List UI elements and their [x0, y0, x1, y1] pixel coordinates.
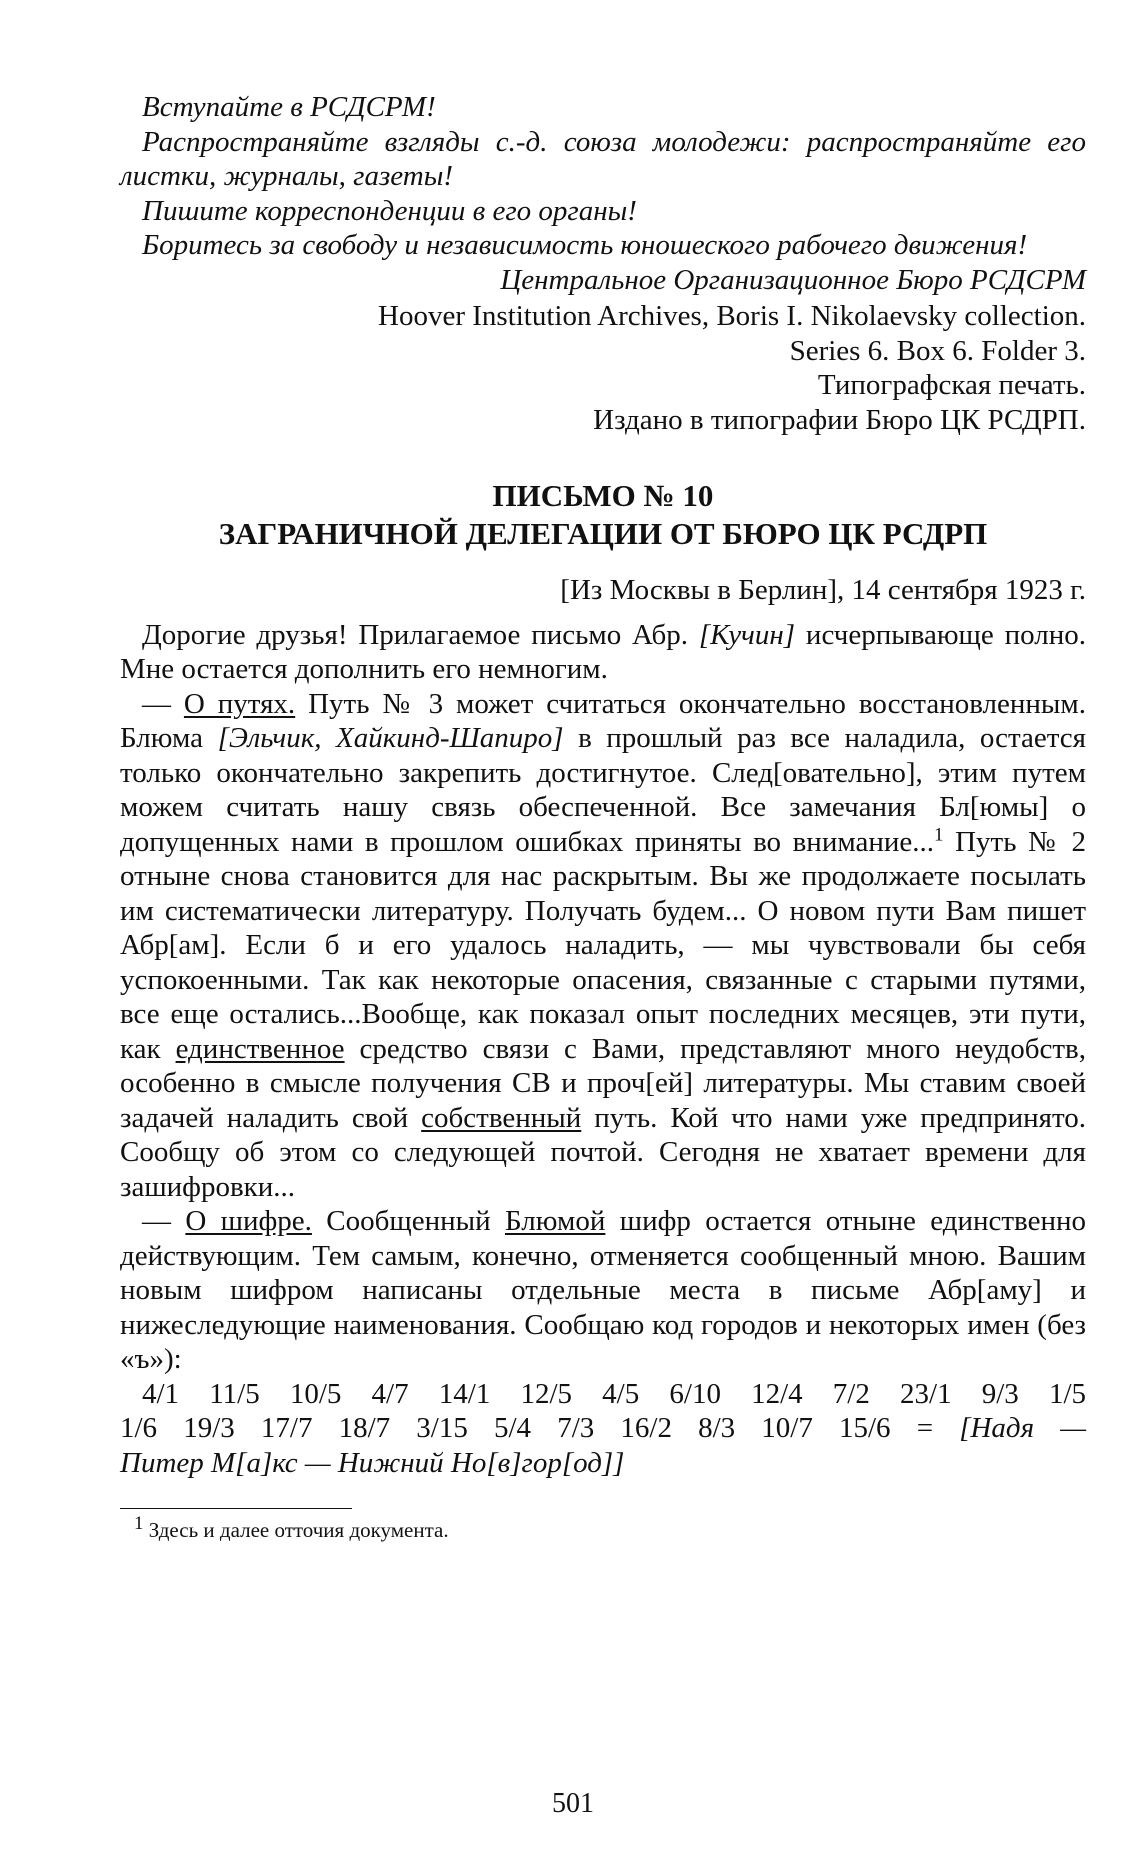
p3-dash: —: [142, 1205, 186, 1237]
letter-heading: [120, 477, 1086, 553]
source-line-2: Series 6. Box 6. Folder 3.: [789, 334, 1086, 367]
p2-underlined-1: единственное: [175, 1032, 345, 1065]
p3-text-c: шифр остается отныне единственно действующим. Тем самым, конечно, отменяется сообщенный мною. Вашим новым шифром написаны отдельные места в письме Абр[аму] и нижеследующие наименования. Сообщаю код городов и некоторых имен (без «ъ»):: [120, 1205, 1086, 1375]
source-line-3: Типографская печать.: [817, 369, 1086, 401]
code-line-3: Питер М[а]кс — Нижний Но[в]гор[од]]: [120, 1446, 625, 1479]
appeal-signature: Центральное Организационное Бюро РСДСРМ: [500, 263, 1086, 296]
p3-topic: О шифре.: [185, 1205, 312, 1237]
code-line-2: [120, 1411, 1086, 1446]
footnote: [120, 1513, 1086, 1543]
p2-text-a: Путь № 3 может считаться окончательно восстановленным. Блюма: [120, 687, 1087, 754]
appeal-line-2: Распространяйте взгляды с.-д. союза молодежи: распространяйте его листки, журналы, газеты!: [120, 125, 1086, 192]
p2-text-d: Путь № 2 отныне снова становится для нас раскрытым. Вы же продолжаете посылать им систематически литературу. Получать будем... О новом пути Вам пишет Абр[ам]. Если б и его удалось наладить, — мы чувствовали бы себя успокоенными. Так как некоторые опасения, связанные с старыми путями, все еще остались...Вообще, как показал опыт последних месяцев, эти пути, как: [120, 825, 1086, 1065]
source-line-4: Издано в типографии Бюро ЦК РСДРП.: [593, 403, 1086, 436]
appeal-line-4: Боритесь за свободу и независимость юношеского рабочего движения!: [142, 229, 1028, 261]
code-line-1: 4/1 11/5 10/5 4/7 14/1 12/5 4/5 6/10 12/4 7/2 23/1 9/3 1/5: [142, 1377, 1086, 1410]
p2-topic: О путях.: [183, 687, 296, 720]
source-line-1: Hoover Institution Archives, Boris I. Nikolaevsky collection.: [378, 300, 1086, 332]
appeal-line-3: Пишите корреспонденции в его органы!: [142, 194, 637, 227]
letter-body: [120, 618, 1086, 1481]
p2-text-h: путь. Кой что нами уже предпринято. Сообщу об этом со следующей почтой. Сегодня не хватает времени для зашифровки...: [120, 1101, 1086, 1203]
page-number: 501: [552, 1788, 594, 1819]
footnote-divider: [120, 1508, 352, 1509]
p2-text-c: в прошлый раз все наладила, остается только окончательно закрепить достигнутое. След[овательно], этим путем можем считать нашу связь обеспеченной. Все замечания Бл[юмы] о допущенных нами в прошлом ошибках приняты во внимание...: [120, 722, 1086, 858]
p1-text-c: исчерпывающе полно. Мне остается дополнить его немногим.: [120, 618, 1086, 685]
p2-editor-note: [Эльчик, Хайкинд-Шапиро]: [217, 722, 564, 754]
p1-text-a: Дорогие друзья! Прилагаемое письмо Абр.: [142, 618, 699, 651]
footnote-ref: 1: [934, 823, 944, 845]
cipher-code-block: [120, 1377, 1086, 1481]
paragraph-routes: [120, 687, 1086, 1205]
appeal-block: [120, 90, 1086, 297]
p2-dash: —: [142, 687, 184, 720]
footnote-number: 1: [134, 1513, 144, 1534]
appeal-line-1: Вступайте в РСДСРМ!: [142, 91, 436, 123]
code-line-2-numbers: 1/6 19/3 17/7 18/7 3/15 5/4 7/3 16/2 8/3 10/7 15/6 =: [120, 1412, 960, 1444]
paragraph-cipher: [120, 1204, 1086, 1377]
paragraph-greeting: [120, 618, 1086, 687]
p3-underlined: Блюмой: [504, 1205, 606, 1237]
letter-title: ЗАГРАНИЧНОЙ ДЕЛЕГАЦИИ ОТ БЮРО ЦК РСДРП: [218, 516, 988, 551]
source-note: [120, 299, 1086, 437]
footnote-text: Здесь и далее отточия документа.: [143, 1518, 449, 1542]
code-line-2-decoded: [Надя —: [959, 1412, 1086, 1444]
p1-editor-note: [Кучин]: [698, 618, 796, 651]
p2-underlined-2: собственный: [421, 1101, 582, 1134]
p2-text-f: средство связи с Вами, представляют много неудобств, особенно в смысле получения СВ и проч[ей] литературы. Мы ставим своей задачей наладить свой: [120, 1032, 1086, 1134]
dateline: [Из Москвы в Берлин], 14 сентября 1923 г.: [560, 574, 1086, 606]
letter-number: ПИСЬМО № 10: [492, 478, 714, 513]
p3-text-a: Сообщенный: [311, 1205, 505, 1237]
